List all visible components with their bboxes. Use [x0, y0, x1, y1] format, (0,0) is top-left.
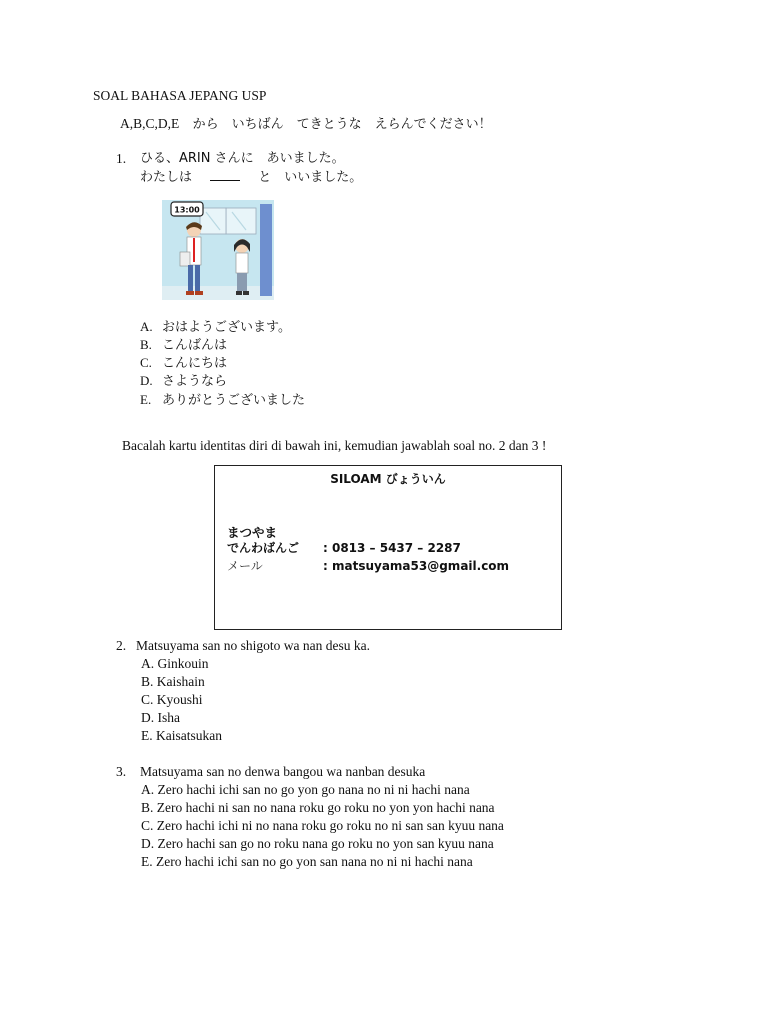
reading-instruction: Bacalah kartu identitas diri di bawah ini, kemudian jawablah soal no. 2 dan 3 ! [122, 438, 547, 453]
q2-number: 2. [116, 638, 127, 653]
q3-option-d[interactable]: D. Zero hachi san go no roku nana go roku no yon san kyuu nana [141, 836, 494, 851]
q2-option-c[interactable]: C. Kyoushi [141, 692, 203, 707]
instruction-text: から いちばん てきとうな えらんでください！ [192, 117, 492, 132]
instruction-letters: A,B,C,D,E [120, 116, 180, 131]
q1-line2-a: わたしは [140, 170, 193, 185]
card-phone-row [227, 539, 461, 556]
page-title: SOAL BAHASA JEPANG USP [93, 88, 267, 103]
q1-line2-b: と いいました。 [258, 170, 363, 185]
q1-number: 1. [116, 151, 127, 166]
q2-option-e[interactable]: E. Kaisatsukan [141, 728, 222, 743]
q1-line2 [140, 168, 362, 187]
card-mail-value: : matsuyama53@gmail.com [323, 559, 510, 573]
q3-text: Matsuyama san no denwa bangou wa nanban desuka [140, 764, 426, 779]
card-title: SILOAM びょういん [330, 472, 446, 486]
card-mail-label: メール [227, 559, 263, 573]
q3-option-b[interactable]: B. Zero hachi ni san no nana roku go roku no yon yon hachi nana [141, 800, 495, 815]
q2-option-b[interactable]: B. Kaishain [141, 674, 205, 689]
card-phone-label: でんわばんご [227, 541, 300, 555]
card-mail-row [227, 557, 509, 574]
clock-label: 13:00 [174, 205, 200, 215]
q2-text: Matsuyama san no shigoto wa nan desu ka. [136, 638, 370, 653]
q1-line1: ひる、ARIN さんに あいました。 [140, 151, 345, 166]
answer-blank [210, 168, 240, 181]
q1-option-c[interactable]: C. こんにちは [140, 355, 228, 371]
q1-option-d[interactable]: D. さようなら [140, 373, 228, 389]
greeting-illustration [162, 200, 274, 300]
q1-option-a[interactable]: A. おはようございます。 [140, 319, 291, 335]
q3-option-a[interactable]: A. Zero hachi ichi san no go yon go nana no ni ni hachi nana [141, 782, 470, 797]
q1-option-e[interactable]: E. ありがとうございました [140, 392, 306, 408]
card-name: まつやま [227, 525, 278, 540]
q2-option-d[interactable]: D. Isha [141, 710, 180, 725]
instruction [120, 115, 492, 134]
illustration-svg [162, 200, 274, 300]
q3-option-c[interactable]: C. Zero hachi ichi ni no nana roku go roku no ni san san kyuu nana [141, 818, 504, 833]
identity-card [214, 465, 562, 630]
q3-option-e[interactable]: E. Zero hachi ichi san no go yon san nana no ni ni hachi nana [141, 854, 473, 869]
card-phone-value: : 0813 – 5437 – 2287 [323, 541, 461, 555]
q2-option-a[interactable]: A. Ginkouin [141, 656, 209, 671]
q3-number: 3. [116, 764, 127, 779]
q1-option-b[interactable]: B. こんばんは [140, 337, 228, 353]
